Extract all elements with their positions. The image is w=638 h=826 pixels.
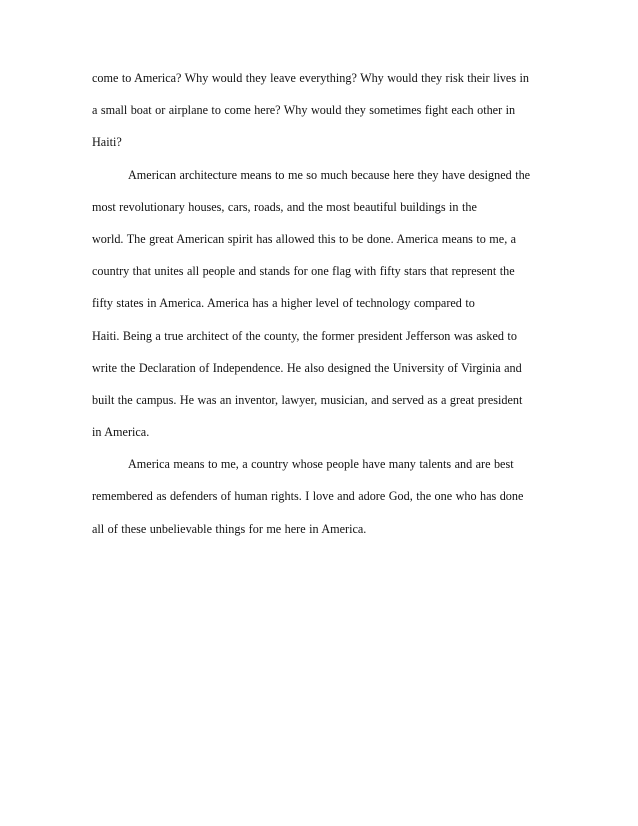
text-line: Haiti? (92, 135, 122, 150)
text-line: write the Declaration of Independence. He also designed the University of Virginia and (92, 360, 522, 375)
paragraph-first-line: America means to me, a country whose people have many talents and are best (128, 457, 514, 472)
text-line: country that unites all people and stands for one flag with fifty stars that represent the (92, 264, 515, 279)
paragraph-first-line: American architecture means to me so much because here they have designed the (128, 167, 531, 182)
text-line: remembered as defenders of human rights. I love and adore God, the one who has done (92, 489, 524, 504)
text-line: a small boat or airplane to come here? Why would they sometimes fight each other in (92, 103, 516, 118)
text-line: world. The great American spirit has allowed this to be done. America means to me, a (92, 231, 517, 246)
essay-body (92, 70, 548, 553)
text-line: Haiti. Being a true architect of the county, the former president Jefferson was asked to (92, 328, 517, 343)
text-line: most revolutionary houses, cars, roads, and the most beautiful buildings in the (92, 199, 477, 214)
text-line: built the campus. He was an inventor, lawyer, musician, and served as a great president (92, 392, 523, 407)
text-line: come to America? Why would they leave everything? Why would they risk their lives in (92, 71, 530, 85)
text-line: in America. (92, 425, 150, 440)
text-line: fifty states in America. America has a higher level of technology compared to (92, 296, 475, 311)
text-line: all of these unbelievable things for me here in America. (92, 521, 367, 536)
